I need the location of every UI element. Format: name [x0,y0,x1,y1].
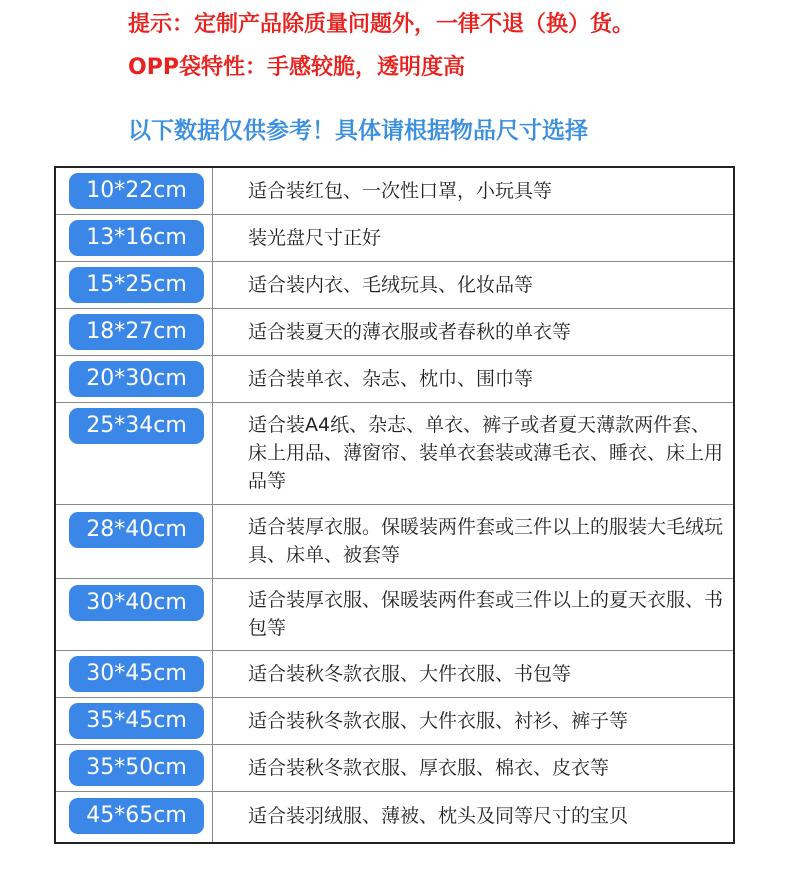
size-tag: 28*40cm [69,512,204,548]
size-tag: 18*27cm [69,314,204,350]
size-tag: 35*45cm [69,703,204,739]
table-row [56,356,733,403]
size-description: 适合装秋冬款衣服、大件衣服、书包等 [248,663,572,685]
size-tag: 30*40cm [69,585,204,621]
table-row [56,168,733,215]
size-description: 适合装红包、一次性口罩，小玩具等 [248,180,553,202]
notice-return-policy: 提示：定制产品除质量问题外，一律不退（换）货。 [128,12,635,37]
size-description: 适合装厚衣服、保暖装两件套或三件以上的夏天衣服、书包等 [248,589,724,639]
size-tag: 10*22cm [69,173,204,209]
table-row [56,745,733,792]
size-tag: 35*50cm [69,750,204,786]
size-description: 适合装厚衣服。保暖装两件套或三件以上的服装大毛绒玩具、床单、被套等 [248,516,724,566]
size-description: 适合装内衣、毛绒玩具、化妆品等 [248,274,534,296]
notice-opp-property: OPP袋特性：手感较脆，透明度高 [128,55,465,80]
size-table [54,166,735,844]
size-description: 适合装秋冬款衣服、厚衣服、棉衣、皮衣等 [248,757,610,779]
size-tag: 20*30cm [69,361,204,397]
table-row [56,505,733,579]
size-description: 适合装羽绒服、薄被、枕头及同等尺寸的宝贝 [248,805,629,827]
size-tag: 45*65cm [69,798,204,834]
size-tag: 15*25cm [69,267,204,303]
reference-subtitle: 以下数据仅供参考！具体请根据物品尺寸选择 [128,118,588,144]
size-description: 适合装秋冬款衣服、大件衣服、衬衫、裤子等 [248,710,629,732]
table-row [56,309,733,356]
size-description: 适合装夏天的薄衣服或者春秋的单衣等 [248,321,572,343]
table-row [56,698,733,745]
size-description: 适合装单衣、杂志、枕巾、围巾等 [248,368,534,390]
size-tag: 25*34cm [69,408,204,444]
table-row [56,403,733,505]
size-description: 装光盘尺寸正好 [248,227,382,249]
size-description: 适合装A4纸、杂志、单衣、裤子或者夏天薄款两件套、床上用品、薄窗帘、装单衣套装或薄毛衣、睡衣、床上用品等 [248,414,724,492]
table-row [56,579,733,651]
table-row [56,215,733,262]
size-tag: 30*45cm [69,656,204,692]
table-row [56,262,733,309]
size-tag: 13*16cm [69,220,204,256]
table-row [56,792,733,842]
table-row [56,651,733,698]
